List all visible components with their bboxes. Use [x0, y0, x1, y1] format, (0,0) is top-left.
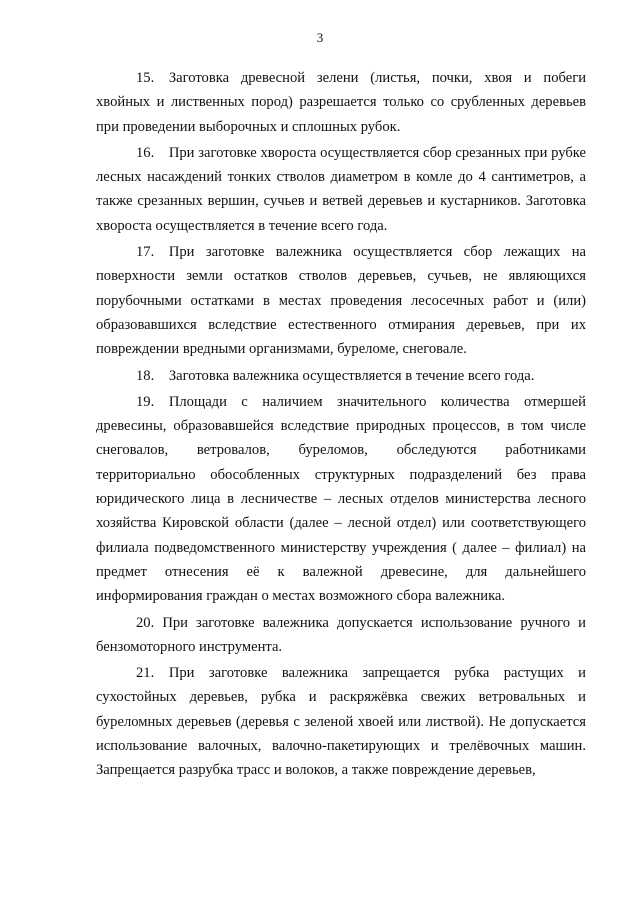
paragraph-15: 15. Заготовка древесной зелени (листья, почки, хвоя и побеги хвойных и лиственных пород) разрешается только со срубленных деревьев при проведении выборочных и сплошных рубок. [96, 70, 586, 135]
document-body [96, 66, 586, 785]
paragraph-19: 19. Площади с наличием значительного количества отмершей древесины, образовавшейся вследствие природных процессов, в том числе снеговалов, ветровалов, буреломов, обследуются работниками территориально обособленных структурных подразделений без права юридического лица в лесничестве – лесных отделов министерства лесного хозяйства Кировской области (далее – лесной отдел) или соответствующего филиала подведомственного министерству учреждения ( далее – филиал) на предмет отнесения её к валежной древесине, для дальнейшего информирования граждан о местах возможного сбора валежника. [96, 393, 586, 605]
paragraph-20: 20. При заготовке валежника допускается использование ручного и бензомоторного инструмента. [96, 614, 586, 655]
page-number: 3 [316, 30, 324, 45]
paragraph-16: 16. При заготовке хвороста осуществляется сбор срезанных при рубке лесных насаждений тонких стволов диаметром в комле до 4 сантиметров, а также срезанных вершин, сучьев и ветвей деревьев и кустарников. Заготовка хвороста осуществляется в течение всего года. [96, 144, 586, 234]
paragraph-18: 18. Заготовка валежника осуществляется в течение всего года. [136, 367, 535, 384]
paragraph-21: 21. При заготовке валежника запрещается рубка растущих и сухостойных деревьев, рубка и раскряжёвка свежих ветровальных и буреломных деревьев (деревья с зеленой хвоей или листвой). Не допускается использование валочных, валочно-пакетирующих и трелёвочных машин. Запрещается разрубка трасс и волоков, а также повреждение деревьев, [96, 665, 586, 779]
paragraph-17: 17. При заготовке валежника осуществляется сбор лежащих на поверхности земли остатков стволов деревьев, сучьев, не являющихся порубочными остатками в местах проведения лесосечных работ и (или) образовавшихся вследствие естественного отмирания деревьев, при их повреждении вредными организмами, буреломе, снеговале. [96, 244, 586, 358]
